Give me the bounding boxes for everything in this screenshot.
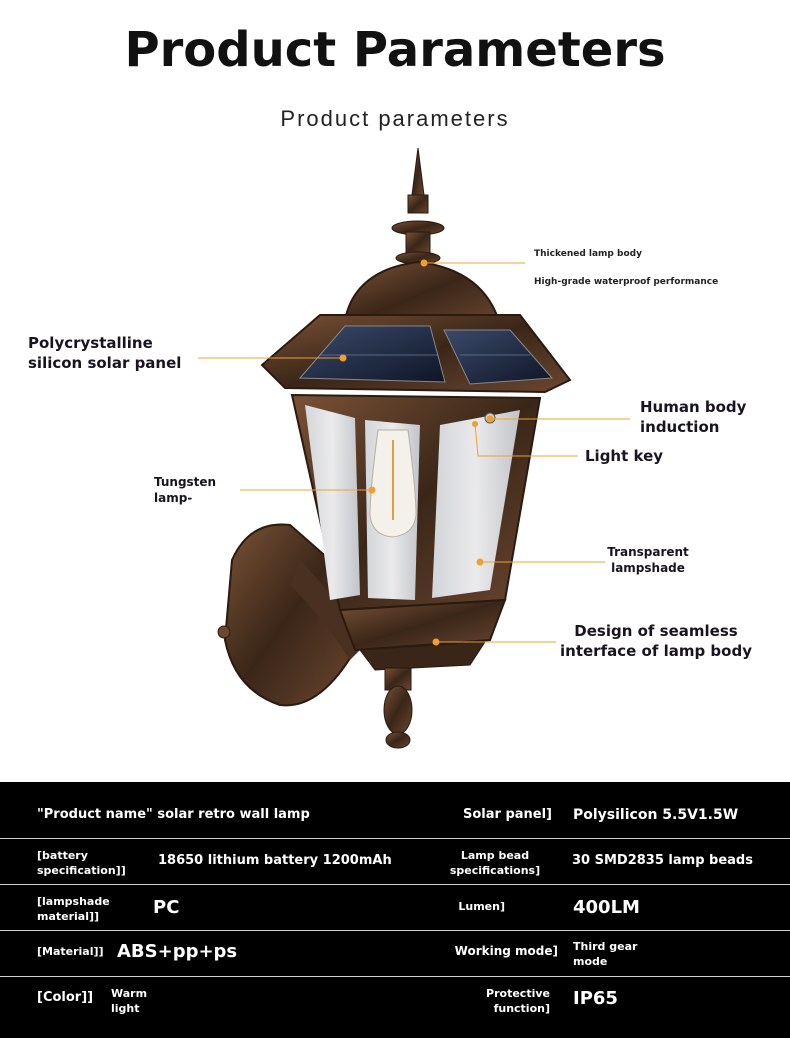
lantern-body	[292, 395, 540, 748]
callout-tungsten: Tungsten lamp-	[154, 475, 217, 505]
spec-shade-value: PC	[153, 897, 180, 918]
callout-light-key: Light key	[585, 447, 664, 465]
spec-lumen-value: 400LM	[573, 897, 640, 918]
spec-row	[0, 839, 790, 885]
spec-mode-value: Third gear mode	[573, 940, 638, 968]
spec-row	[0, 885, 790, 931]
callout-seamless: Design of seamless interface of lamp body	[560, 622, 752, 660]
spec-bead-label: Lamp bead specifications]	[449, 849, 541, 877]
callout-lampshade: Transparent lampshade	[607, 545, 689, 575]
finial	[392, 148, 444, 264]
spec-solar-value: Polysilicon 5.5V1.5W	[573, 807, 739, 823]
spec-row	[0, 977, 790, 1038]
spec-battery-label: [battery specification]]	[37, 849, 126, 877]
callout-thickened: Thickened lamp body	[534, 249, 642, 259]
spec-material-value: ABS+pp+ps	[117, 941, 238, 962]
spec-solar-label: Solar panel]	[462, 807, 552, 822]
spec-protect-value: IP65	[573, 988, 618, 1009]
spec-protect-label: Protective function]	[486, 987, 550, 1015]
spec-row	[0, 931, 790, 977]
spec-shade-label: [lampshade material]]	[37, 895, 110, 923]
callout-solar-panel: Polycrystalline silicon solar panel	[28, 334, 182, 372]
callout-human-body: Human body induction	[640, 398, 747, 436]
spec-material-label: [Material]]	[37, 945, 104, 958]
spec-table	[0, 782, 790, 1038]
spec-row	[0, 782, 790, 839]
spec-mode-label: Working mode]	[454, 944, 558, 958]
callout-waterproof: High-grade waterproof performance	[534, 277, 719, 287]
spec-bead-value: 30 SMD2835 lamp beads	[572, 853, 753, 868]
spec-battery-value: 18650 lithium battery 1200mAh	[158, 853, 392, 868]
page-subtitle: Product parameters	[280, 106, 510, 131]
lamp-roof	[262, 315, 570, 392]
lamp-illustration	[0, 140, 790, 780]
page-title: Product Parameters	[124, 22, 666, 78]
spec-product-name: "Product name" solar retro wall lamp	[37, 807, 310, 822]
spec-color-label: [Color]]	[37, 990, 94, 1005]
spec-lumen-label: Lumen]	[458, 900, 505, 913]
spec-color-value: Warm light	[111, 987, 148, 1015]
